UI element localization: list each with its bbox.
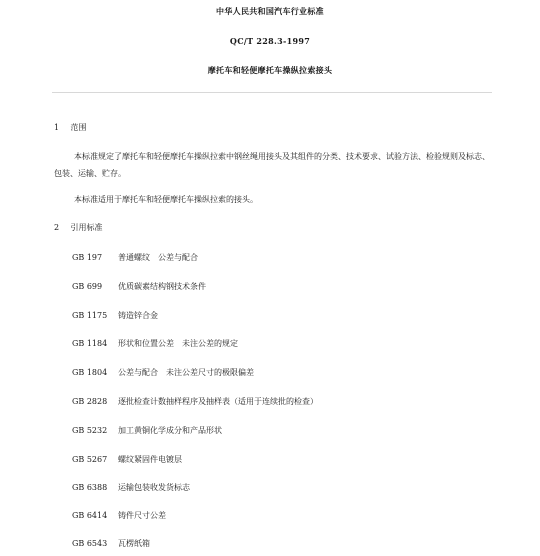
reference-item [72,281,206,292]
section-number: 1 [54,123,60,132]
section-number: 2 [54,223,60,232]
reference-title: 优质碳素结构钢技术条件 [118,282,206,291]
standard-title: 摩托车和轻便摩托车操纵拉索接头 [207,65,333,75]
reference-item [72,425,222,436]
reference-code: GB 2828 [72,397,108,406]
reference-title: 瓦楞纸箱 [118,539,150,548]
reference-title: 铸造锌合金 [118,311,158,320]
reference-item [72,338,238,349]
section-title: 引用标准 [70,223,103,232]
reference-title: 普通螺纹 公差与配合 [118,253,198,262]
reference-code: GB 6414 [72,511,108,520]
reference-code: GB 5232 [72,426,108,435]
header-divider [52,92,492,93]
reference-title: 加工黄铜化学成分和产品形状 [118,426,222,435]
reference-item [72,252,198,263]
standard-category-heading: 中华人民共和国汽车行业标准 [216,6,324,16]
reference-title: 铸件尺寸公差 [118,511,166,520]
reference-code: GB 699 [72,282,103,291]
reference-item [72,367,254,378]
reference-item [72,396,318,407]
section-heading-scope [54,122,87,133]
reference-code: GB 1184 [72,339,108,348]
reference-item [72,310,158,321]
reference-title: 运输包装收发货标志 [118,483,190,492]
reference-code: GB 5267 [72,455,108,464]
reference-title: 形状和位置公差 未注公差的规定 [118,339,238,348]
reference-item [72,482,190,493]
reference-title: 逐批检查计数抽样程序及抽样表（适用于连续批的检查） [118,397,318,406]
reference-code: GB 197 [72,253,103,262]
standard-number: QC/T 228.3-1997 [229,36,311,46]
reference-title: 公差与配合 未注公差尺寸的极限偏差 [118,368,254,377]
reference-title: 螺纹紧固件电镀层 [118,455,182,464]
reference-code: GB 6388 [72,483,108,492]
reference-code: GB 1175 [72,311,108,320]
scope-paragraph: 本标准规定了摩托车和轻便摩托车操纵拉索中钢丝绳用接头及其组件的分类、技术要求、试验方法、检验规则及标志、包装、运输、贮存。 [54,152,490,178]
reference-item [72,454,182,465]
reference-code: GB 1804 [72,368,108,377]
reference-code: GB 6543 [72,539,108,548]
section-heading-references [54,222,103,233]
scope-paragraph: 本标准适用于摩托车和轻便摩托车操纵拉索的接头。 [74,195,258,204]
reference-item [72,538,150,549]
reference-item [72,510,166,521]
section-title: 范围 [70,123,87,132]
